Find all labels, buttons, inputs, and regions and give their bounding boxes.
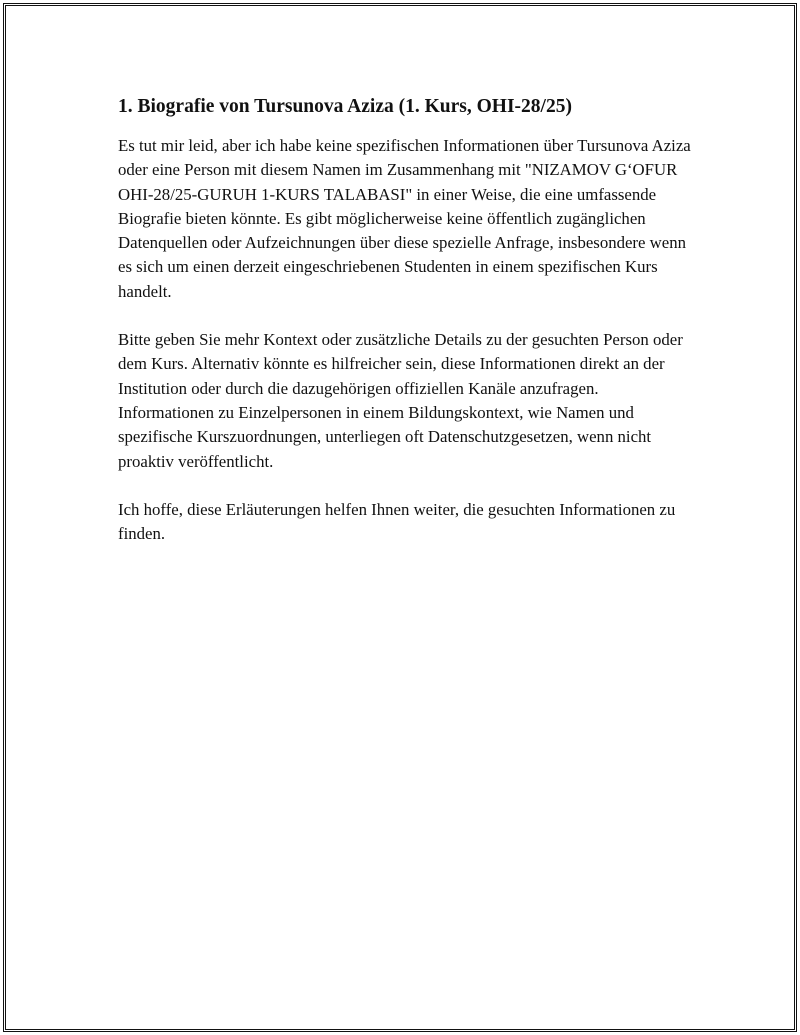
document-body: [118, 94, 698, 570]
paragraph-1: Es tut mir leid, aber ich habe keine spezifischen Informationen über Tursunova Aziza oder eine Person mit diesem Namen im Zusammenhang mit "NIZAMOV G‘OFUR OHI-28/25-GURUH 1-KURS TALABASI" in einer Weise, die eine umfassende Biografie bieten könnte. Es gibt möglicherweise keine öffentlich zugänglichen Datenquellen oder Aufzeichnungen über diese spezielle Anfrage, insbesondere wenn es sich um einen derzeit eingeschriebenen Studenten in einem spezifischen Kurs handelt.: [118, 136, 691, 301]
paragraph-2: Bitte geben Sie mehr Kontext oder zusätzliche Details zu der gesuchten Person oder dem Kurs. Alternativ könnte es hilfreicher sein, diese Informationen direkt an der Institution oder durch die dazugehörigen offiziellen Kanäle anzufragen. Informationen zu Einzelpersonen in einem Bildungskontext, wie Namen und spezifische Kurszuordnungen, unterliegen oft Datenschutzgesetzen, wenn nicht proaktiv veröffentlicht.: [118, 330, 683, 471]
section-heading: 1. Biografie von Tursunova Aziza (1. Kurs, OHI-28/25): [118, 96, 572, 117]
paragraph-3: Ich hoffe, diese Erläuterungen helfen Ihnen weiter, die gesuchten Informationen zu finden.: [118, 499, 676, 544]
